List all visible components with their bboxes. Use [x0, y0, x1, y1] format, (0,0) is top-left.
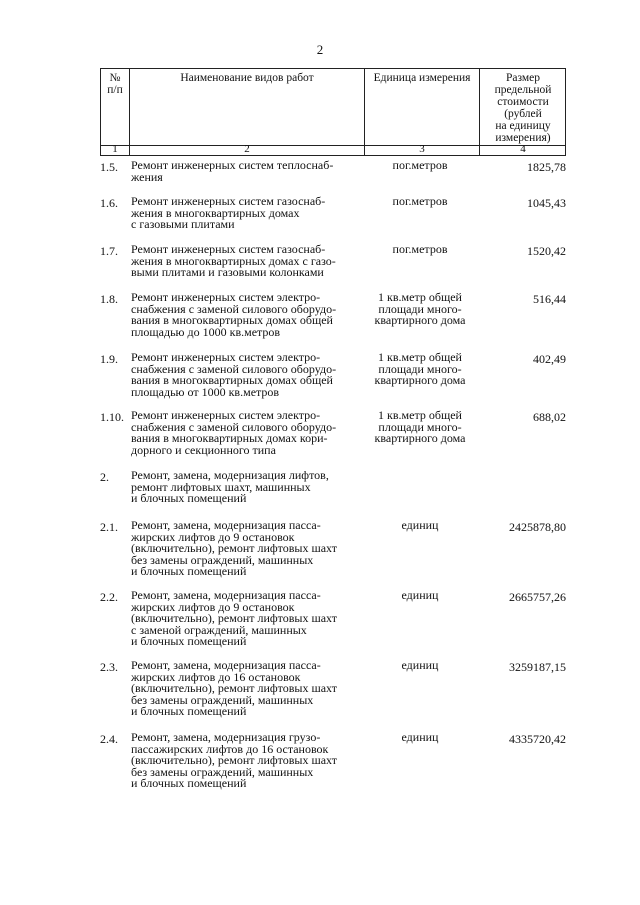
- header-row: [100, 68, 566, 145]
- row-number: 1.7.: [100, 244, 118, 258]
- row-number: 2.2.: [100, 590, 118, 604]
- row-price: 4335720,42: [509, 732, 566, 746]
- row-price: 2665757,26: [509, 590, 566, 604]
- row-number: 2.3.: [100, 660, 118, 674]
- row-unit: пог.метров: [392, 158, 448, 172]
- header-col-price: Размер предельной стоимости (рублей на единицу измерения): [494, 72, 552, 144]
- row-number: 2.4.: [100, 732, 118, 746]
- row-number: 1.5.: [100, 160, 118, 174]
- header-col-num: № п/п: [107, 72, 123, 96]
- row-work-name: Ремонт, замена, модернизация пасса- жирских лифтов до 9 остановок (включительно), ремонт лифтовых шахт без замены ограждений, машинных и блочных помещений: [131, 518, 337, 578]
- row-work-name: Ремонт, замена, модернизация пасса- жирских лифтов до 9 остановок (включительно), ремонт лифтовых шахт с заменой ограждений, машинных и блочных помещений: [131, 588, 337, 648]
- row-price: 1825,78: [527, 160, 566, 174]
- page-number: 2: [316, 42, 324, 57]
- row-number: 2.1.: [100, 520, 118, 534]
- row-work-name: Ремонт инженерных систем газоснаб- жения в многоквартирных домах с газовыми плитами: [131, 194, 326, 231]
- table-header: [100, 68, 566, 156]
- row-unit: 1 кв.метр общей площади много- квартирного дома: [374, 350, 466, 387]
- row-work-name: Ремонт инженерных систем газоснаб- жения в многоквартирных домах с газо- выми плитами и газовыми колонками: [131, 242, 336, 279]
- row-unit: единиц: [401, 658, 439, 672]
- row-work-name: Ремонт инженерных систем электро- снабжения с заменой силового оборудо- вания в многоквартирных домах общей площадью от 1000 кв.метров: [131, 350, 337, 399]
- row-price: 1045,43: [527, 196, 566, 210]
- row-price: 402,49: [533, 352, 566, 366]
- row-price: 688,02: [533, 410, 566, 424]
- row-price: 3259187,15: [509, 660, 566, 674]
- row-unit: единиц: [401, 730, 439, 744]
- row-work-name: Ремонт инженерных систем теплоснаб- жения: [131, 158, 334, 184]
- row-number: 1.6.: [100, 196, 118, 210]
- header-col-name: Наименование видов работ: [180, 72, 314, 84]
- col-number-1: 1: [112, 143, 118, 155]
- row-unit: пог.метров: [392, 242, 448, 256]
- row-unit: 1 кв.метр общей площади много- квартирного дома: [374, 408, 466, 445]
- row-number: 1.8.: [100, 292, 118, 306]
- row-number: 1.10.: [100, 410, 124, 424]
- row-price: 1520,42: [527, 244, 566, 258]
- row-work-name: Ремонт, замена, модернизация грузо- пассажирских лифтов до 16 остановок (включительно), ремонт лифтовых шахт без замены ограждений, машинных и блочных помещений: [131, 730, 337, 790]
- row-number: 2.: [100, 470, 109, 484]
- row-price: 2425878,80: [509, 520, 566, 534]
- row-number: 1.9.: [100, 352, 118, 366]
- row-unit: единиц: [401, 518, 439, 532]
- row-work-name: Ремонт инженерных систем электро- снабжения с заменой силового оборудо- вания в многоквартирных домах общей площадью до 1000 кв.метров: [131, 290, 337, 339]
- row-unit: единиц: [401, 588, 439, 602]
- row-unit: 1 кв.метр общей площади много- квартирного дома: [374, 290, 466, 327]
- col-number-2: 2: [244, 143, 250, 155]
- header-col-unit: Единица измерения: [373, 72, 471, 84]
- col-number-4: 4: [520, 143, 526, 155]
- row-unit: пог.метров: [392, 194, 448, 208]
- row-work-name: Ремонт, замена, модернизация лифтов, ремонт лифтовых шахт, машинных и блочных помещений: [131, 468, 329, 505]
- row-work-name: Ремонт инженерных систем электро- снабжения с заменой силового оборудо- вания в многоквартирных домах кори- дорного и секционного типа: [131, 408, 337, 457]
- column-number-row: [100, 145, 566, 156]
- row-price: 516,44: [533, 292, 566, 306]
- row-work-name: Ремонт, замена, модернизация пасса- жирских лифтов до 16 остановок (включительно), ремонт лифтовых шахт без замены ограждений, машинных и блочных помещений: [131, 658, 337, 718]
- col-number-3: 3: [419, 143, 425, 155]
